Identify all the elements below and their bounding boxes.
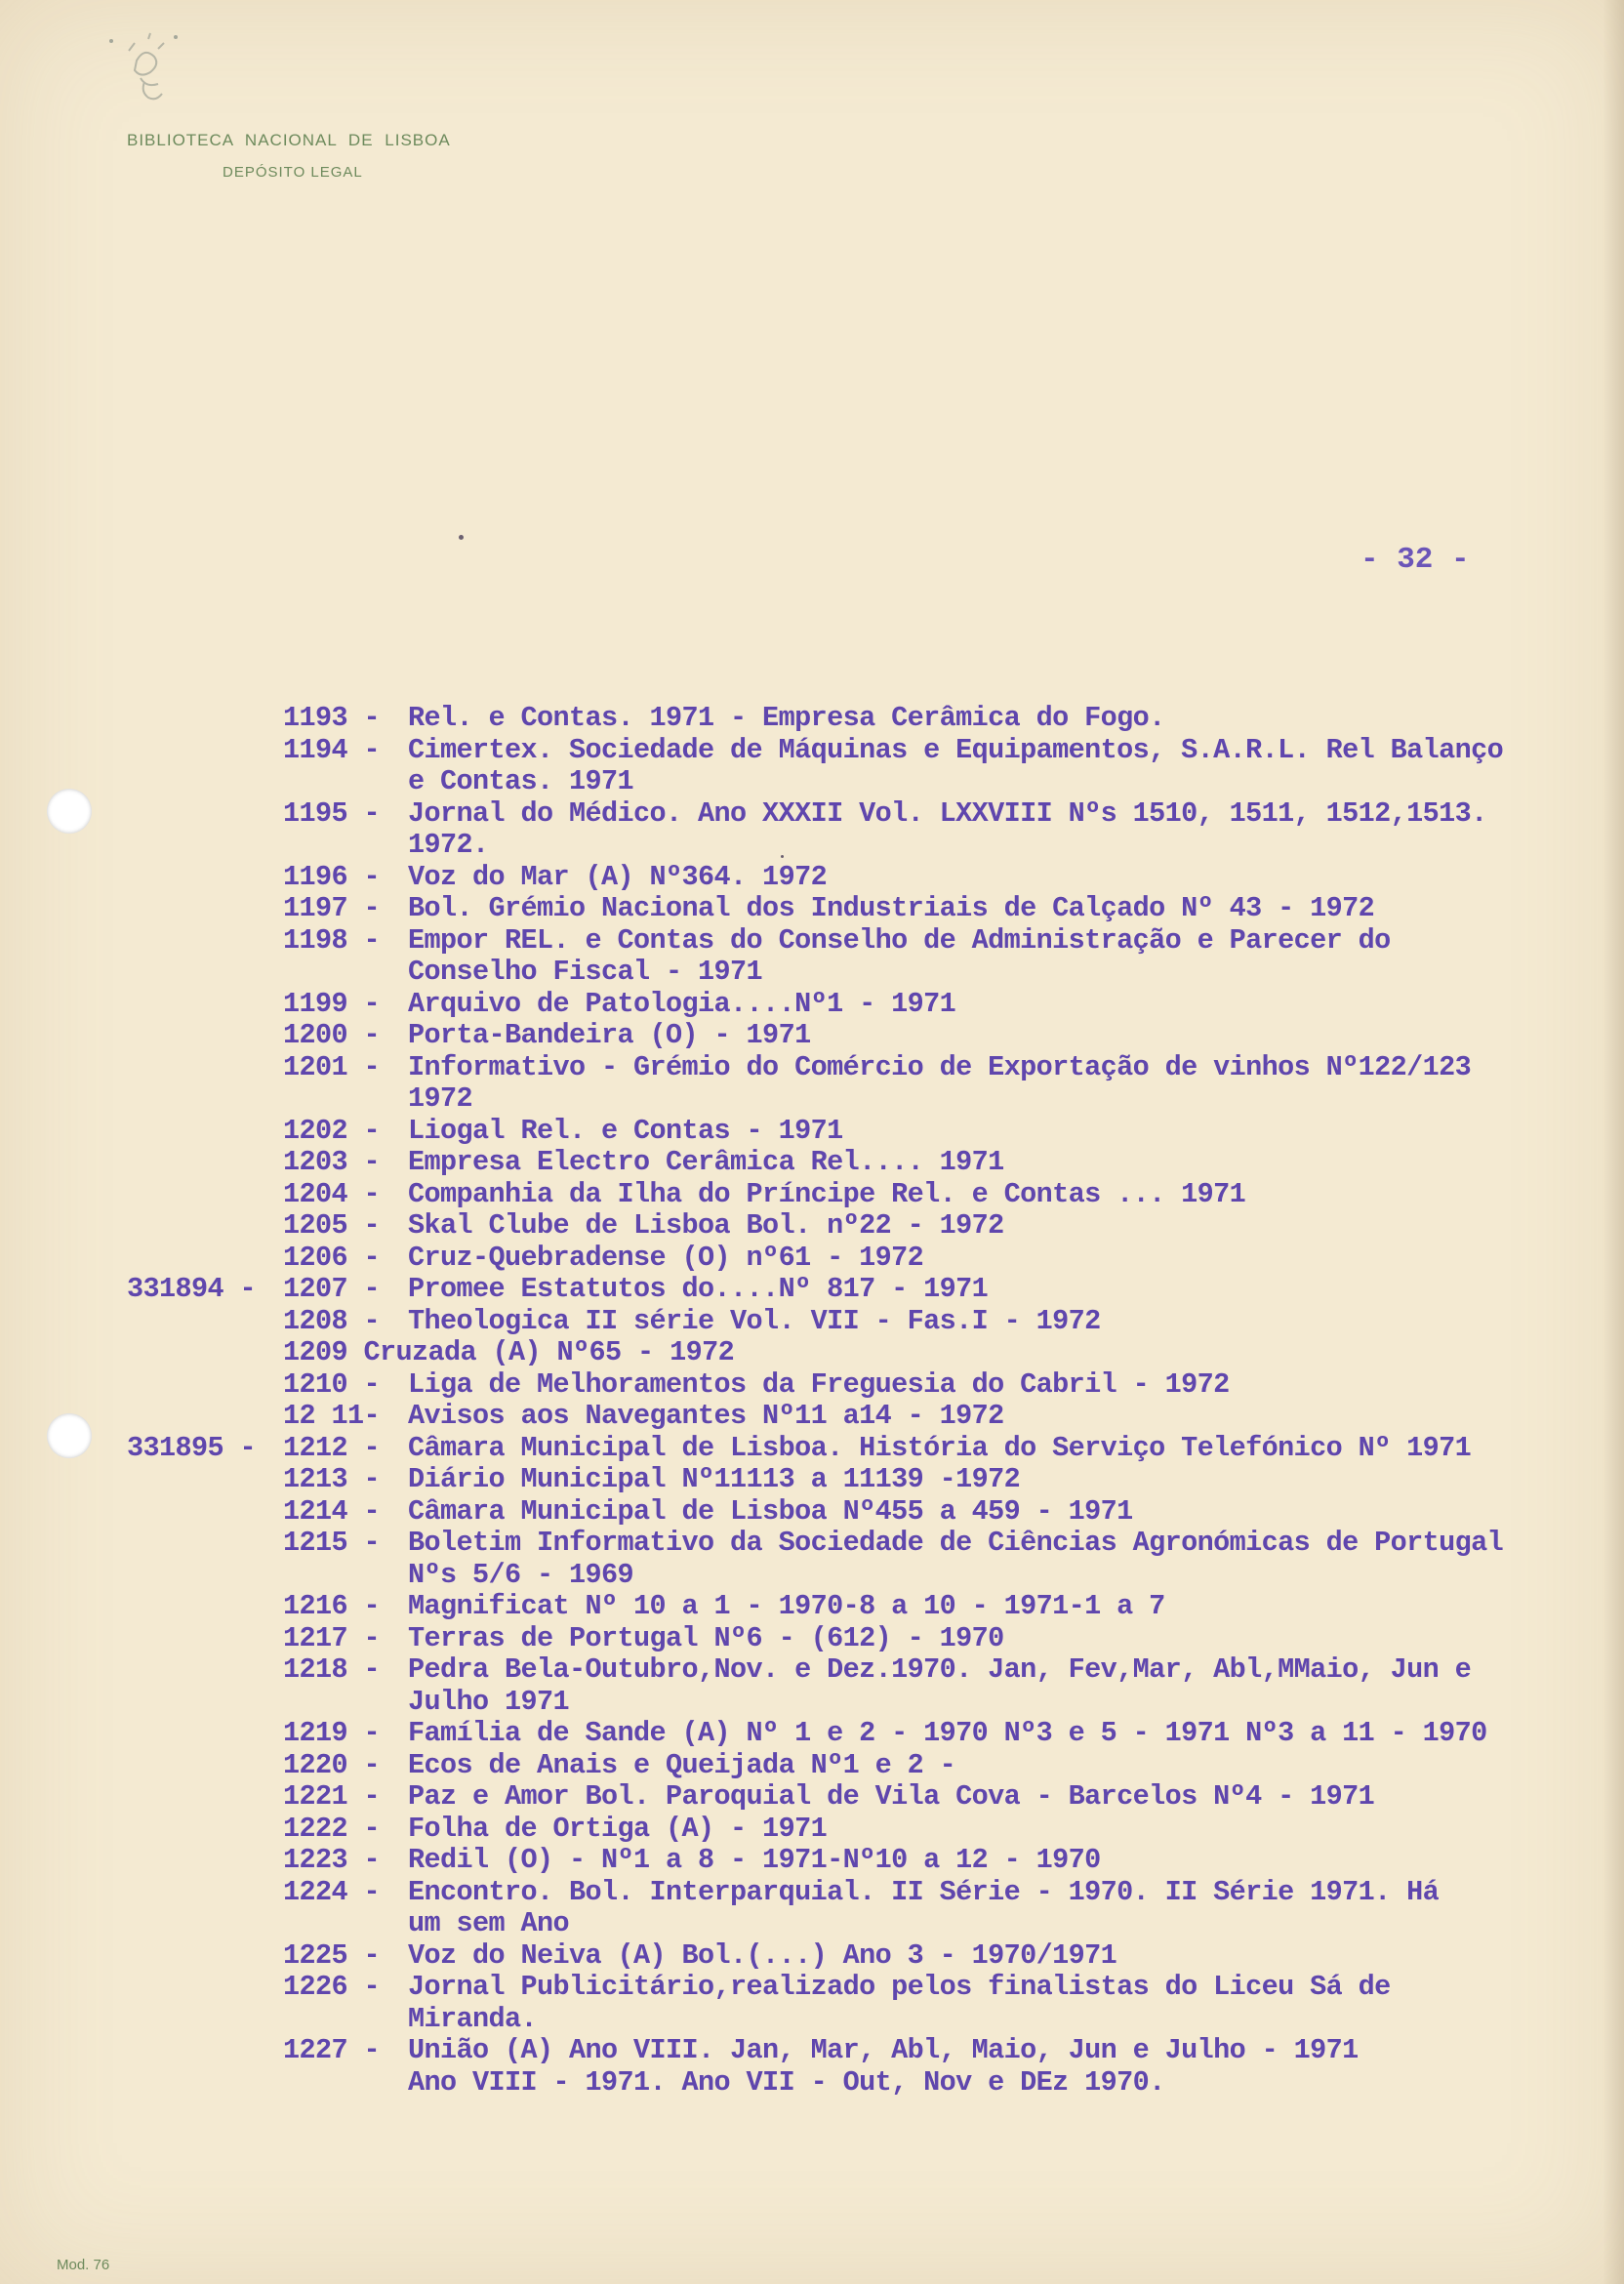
entry-text-continued: Miranda. <box>408 2003 538 2035</box>
ink-dot <box>459 535 464 540</box>
entry-text: Ecos de Anais e Queijada Nº1 e 2 - <box>408 1749 956 1781</box>
entry-text: Liga de Melhoramentos da Freguesia do Cabril - 1972 <box>408 1368 1230 1401</box>
entry-text: Folha de Ortiga (A) - 1971 <box>408 1813 828 1845</box>
entry-number: 1214 - <box>283 1494 381 1528</box>
entry-text: Empor REL. e Contas do Conselho de Administração e Parecer do <box>408 924 1391 957</box>
entry-number: 1203 - <box>283 1146 381 1178</box>
entry-text: Skal Clube de Lisboa Bol. nº22 - 1972 <box>408 1210 1004 1242</box>
entry-number: 1220 - <box>283 1748 381 1781</box>
entry-reference-number: 331895 - <box>127 1431 257 1464</box>
entry-number: 1207 - <box>283 1273 381 1305</box>
list-item <box>0 1464 1624 1496</box>
list-item <box>0 1274 1624 1306</box>
entry-text: Voz do Neiva (A) Bol.(...) Ano 3 - 1970/1971 <box>408 1939 1117 1972</box>
entry-text: Pedra Bela-Outubro,Nov. e Dez.1970. Jan, Fev,Mar, Abl,MMaio, Jun e <box>408 1654 1472 1686</box>
entry-number: 1199 - <box>283 987 381 1020</box>
list-item <box>0 703 1624 735</box>
list-item <box>0 1369 1624 1402</box>
entry-text: Cruz-Quebradense (O) nº61 - 1972 <box>408 1242 924 1274</box>
entry-text: Liogal Rel. e Contas - 1971 <box>408 1115 843 1147</box>
entry-number: 1202 - <box>283 1114 381 1147</box>
entry-number: 1227 - <box>283 2034 381 2066</box>
list-item <box>0 1306 1624 1338</box>
entry-text: Promee Estatutos do....Nº 817 - 1971 <box>408 1274 989 1305</box>
entry-number: 1205 - <box>283 1209 381 1242</box>
entry-reference-number: 331894 - <box>127 1273 257 1305</box>
entry-text: Família de Sande (A) Nº 1 e 2 - 1970 Nº3 e 5 - 1971 Nº3 a 11 - 1970 <box>408 1718 1487 1749</box>
list-item <box>0 798 1624 862</box>
entry-number: 1226 - <box>283 1971 381 2003</box>
entry-text: Magnificat Nº 10 a 1 - 1970-8 a 10 - 1971-1 a 7 <box>408 1591 1165 1622</box>
list-item <box>0 1972 1624 2035</box>
entry-number: 1194 - <box>283 733 381 766</box>
library-name: BIBLIOTECA NACIONAL DE LISBOA <box>127 131 451 149</box>
list-item <box>0 1528 1624 1591</box>
list-item <box>0 1243 1624 1275</box>
entry-text: Câmara Municipal de Lisboa Nº455 a 459 - 1971 <box>408 1495 1133 1528</box>
entry-number: 1197 - <box>283 892 381 924</box>
page-number: - 32 - <box>1360 543 1470 577</box>
list-item <box>0 1147 1624 1179</box>
entry-number: 1212 - <box>283 1431 381 1464</box>
list-item <box>0 989 1624 1021</box>
entry-text: Arquivo de Patologia....Nº1 - 1971 <box>408 988 956 1020</box>
list-item <box>0 925 1624 989</box>
list-item <box>0 1750 1624 1782</box>
entry-number: 1216 - <box>283 1590 381 1622</box>
entry-text: Empresa Electro Cerâmica Rel.... 1971 <box>408 1147 1004 1178</box>
entry-text-continued: e Contas. 1971 <box>408 766 634 797</box>
entry-number: 1215 - <box>283 1527 381 1559</box>
entry-text: Redil (O) - Nº1 a 8 - 1971-Nº10 a 12 - 1970 <box>408 1845 1101 1876</box>
list-item <box>0 1718 1624 1750</box>
entry-number: 1221 - <box>283 1780 381 1813</box>
list-item <box>0 1496 1624 1529</box>
list-item <box>0 1210 1624 1243</box>
list-item <box>0 1116 1624 1148</box>
entry-list <box>0 703 1624 2099</box>
entry-text: Bol. Grémio Nacional dos Industriais de Calçado Nº 43 - 1972 <box>408 893 1375 924</box>
entry-number: 1223 - <box>283 1844 381 1876</box>
entry-number: 1219 - <box>283 1717 381 1749</box>
entry-number: 1193 - <box>283 702 381 734</box>
list-item <box>0 735 1624 798</box>
entry-number: 1208 - <box>283 1304 381 1337</box>
entry-text: Jornal Publicitário,realizado pelos finalistas do Liceu Sá de <box>408 1972 1391 2003</box>
entry-number: 1201 - <box>283 1050 381 1083</box>
entry-text: Porta-Bandeira (O) - 1971 <box>408 1020 811 1051</box>
entry-text: Jornal do Médico. Ano XXXII Vol. LXXVIII Nºs 1510, 1511, 1512,1513. <box>408 797 1487 830</box>
entry-number: 1200 - <box>283 1019 381 1051</box>
list-item <box>0 1020 1624 1052</box>
department-name: DEPÓSITO LEGAL <box>223 164 363 181</box>
list-item <box>0 1179 1624 1211</box>
entry-text-continued: Conselho Fiscal - 1971 <box>408 957 763 988</box>
entry-text: Paz e Amor Bol. Paroquial de Vila Cova - Barcelos Nº4 - 1971 <box>408 1781 1375 1813</box>
entry-text-continued: Ano VIII - 1971. Ano VII - Out, Nov e DEz 1970. <box>408 2066 1165 2099</box>
entry-text: Boletim Informativo da Sociedade de Ciências Agronómicas de Portugal <box>408 1528 1504 1559</box>
entry-number: 1222 - <box>283 1812 381 1845</box>
entry-text: Diário Municipal Nº11113 a 11139 -1972 <box>408 1464 1021 1495</box>
entry-number: 1206 - <box>283 1241 381 1274</box>
list-item <box>0 1940 1624 1973</box>
entry-text: 1209 Cruzada (A) Nº65 - 1972 <box>283 1337 735 1368</box>
entry-text-continued: Julho 1971 <box>408 1686 570 1718</box>
list-item <box>0 1877 1624 1940</box>
list-item <box>0 1337 1624 1369</box>
entry-number: 12 11- <box>283 1400 381 1432</box>
entry-text-continued: 1972 <box>408 1083 473 1115</box>
list-item <box>0 2035 1624 2099</box>
entry-text: Theologica II série Vol. VII - Fas.I - 1972 <box>408 1305 1101 1337</box>
entry-text-continued: 1972. <box>408 830 489 861</box>
entry-text: Encontro. Bol. Interparquial. II Série - 1970. II Série 1971. Há <box>408 1876 1440 1908</box>
entry-text-continued: um sem Ano <box>408 1908 570 1939</box>
entry-number: 1225 - <box>283 1938 381 1972</box>
list-item <box>0 1052 1624 1116</box>
list-item <box>0 1781 1624 1814</box>
entry-number: 1195 - <box>283 796 381 830</box>
entry-number: 1224 - <box>283 1875 381 1908</box>
entry-text: Câmara Municipal de Lisboa. História do Serviço Telefónico Nº 1971 <box>408 1432 1472 1464</box>
entry-text: Informativo - Grémio do Comércio de Exportação de vinhos Nº122/123 <box>408 1051 1472 1083</box>
list-item <box>0 862 1624 894</box>
list-item <box>0 1591 1624 1623</box>
entry-number: 1196 - <box>283 860 381 893</box>
entry-text: Terras de Portugal Nº6 - (612) - 1970 <box>408 1622 1004 1654</box>
entry-text: Companhia da Ilha do Príncipe Rel. e Contas ... 1971 <box>408 1178 1246 1210</box>
entry-number: 1218 - <box>283 1653 381 1686</box>
list-item <box>0 1433 1624 1465</box>
list-item <box>0 893 1624 925</box>
entry-number: 1198 - <box>283 923 381 957</box>
list-item <box>0 1623 1624 1655</box>
list-item <box>0 1845 1624 1877</box>
entry-number: 1217 - <box>283 1621 381 1654</box>
list-item <box>0 1401 1624 1433</box>
entry-text: Cimertex. Sociedade de Máquinas e Equipamentos, S.A.R.L. Rel Balanço <box>408 734 1504 766</box>
entry-text: Voz do Mar (A) Nº364. 1972 <box>408 861 828 893</box>
entry-number: 1210 - <box>283 1367 381 1401</box>
list-item <box>0 1654 1624 1718</box>
form-model-label: Mod. 76 <box>57 2257 110 2273</box>
entry-text: Rel. e Contas. 1971 - Empresa Cerâmica do Fogo. <box>408 703 1165 734</box>
entry-text: Avisos aos Navegantes Nº11 a14 - 1972 <box>408 1401 1004 1432</box>
entry-text-continued: Nºs 5/6 - 1969 <box>408 1559 634 1591</box>
entry-number: 1204 - <box>283 1177 381 1210</box>
list-item <box>0 1814 1624 1846</box>
entry-number: 1213 - <box>283 1463 381 1495</box>
crest-seal-icon <box>90 21 197 109</box>
entry-text: União (A) Ano VIII. Jan, Mar, Abl, Maio, Jun e Julho - 1971 <box>408 2035 1359 2066</box>
